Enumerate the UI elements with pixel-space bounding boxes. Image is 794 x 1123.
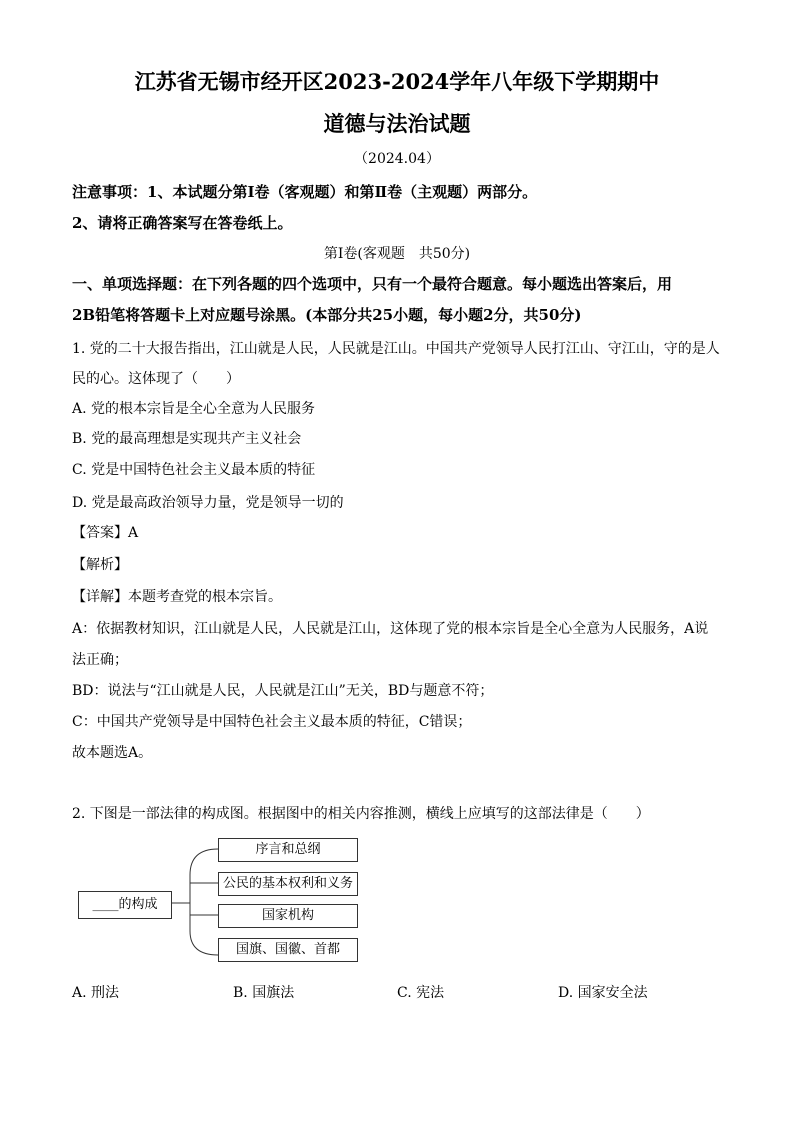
q1-option-b: B. 党的最高理想是实现共产主义社会 xyxy=(72,431,302,447)
q1-option-c: C. 党是中国特色社会主义最本质的特征 xyxy=(72,462,316,478)
q2-option-d: D. 国家安全法 xyxy=(558,985,648,1001)
answer-tag: 【答案】 xyxy=(72,525,128,541)
q1-option-d: D. 党是最高政治领导力量，党是领导一切的 xyxy=(72,495,344,511)
q1-analysis-tag: 【解析】 xyxy=(72,557,128,573)
diagram-root-box: ____的构成 xyxy=(78,891,172,919)
notice-line-2: 2、请将正确答案写在答卷纸上。 xyxy=(72,214,293,232)
exam-date: （2024.04） xyxy=(354,151,440,167)
section-instruction-1: 一、单项选择题：在下列各题的四个选项中，只有一个最符合题意。每小题选出答案后，用 xyxy=(72,275,673,293)
detail-tag: 【详解】 xyxy=(72,589,128,605)
answer-value: A xyxy=(128,525,139,541)
exam-title: 江苏省无锡市经开区2023-2024学年八年级下学期期中 xyxy=(134,69,660,94)
q1-explanation-1: A：依据教材知识，江山就是人民，人民就是江山，这体现了党的根本宗旨是全心全意为人民服务，A说 xyxy=(72,621,709,637)
section-heading: 第Ⅰ卷(客观题 共50分) xyxy=(323,246,471,262)
q1-explanation-2: 法正确； xyxy=(72,652,128,668)
q1-explanation-4: C：中国共产党领导是中国特色社会主义最本质的特征，C错误； xyxy=(72,714,472,730)
q1-stem-line-1: 1. 党的二十大报告指出，江山就是人民，人民就是江山。中国共产党领导人民打江山、守江山，守的是人 xyxy=(72,341,720,357)
diagram-item-2: 公民的基本权利和义务 xyxy=(218,872,358,896)
exam-subject: 道德与法治试题 xyxy=(323,111,471,136)
q1-option-a: A. 党的根本宗旨是全心全意为人民服务 xyxy=(72,401,316,417)
q2-stem: 2. 下图是一部法律的构成图。根据图中的相关内容推测，横线上应填写的这部法律是（ ） xyxy=(72,806,650,822)
q2-option-a: A. 刑法 xyxy=(72,985,120,1001)
q1-explanation-3: BD：说法与“江山就是人民，人民就是江山”无关，BD与题意不符； xyxy=(72,683,494,699)
q1-stem-line-2: 民的心。这体现了（ ） xyxy=(72,371,240,387)
notice-line-1: 注意事项：1、本试题分第Ⅰ卷（客观题）和第Ⅱ卷（主观题）两部分。 xyxy=(72,183,538,201)
q2-option-c: C. 宪法 xyxy=(397,985,445,1001)
diagram-item-4: 国旗、国徽、首都 xyxy=(218,938,358,962)
section-instruction-2: 2B铅笔将答题卡上对应题号涂黑。(本部分共25小题，每小题2分，共50分) xyxy=(72,306,582,324)
law-structure-diagram xyxy=(72,835,372,965)
q2-option-b: B. 国旗法 xyxy=(233,985,295,1001)
detail-text: 本题考查党的根本宗旨。 xyxy=(128,589,282,605)
q2-options xyxy=(72,982,722,1004)
diagram-item-1: 序言和总纲 xyxy=(218,838,358,862)
diagram-item-3: 国家机构 xyxy=(218,904,358,928)
q1-detail xyxy=(72,586,722,608)
q1-explanation-5: 故本题选A。 xyxy=(72,745,153,761)
q1-answer xyxy=(72,522,722,544)
